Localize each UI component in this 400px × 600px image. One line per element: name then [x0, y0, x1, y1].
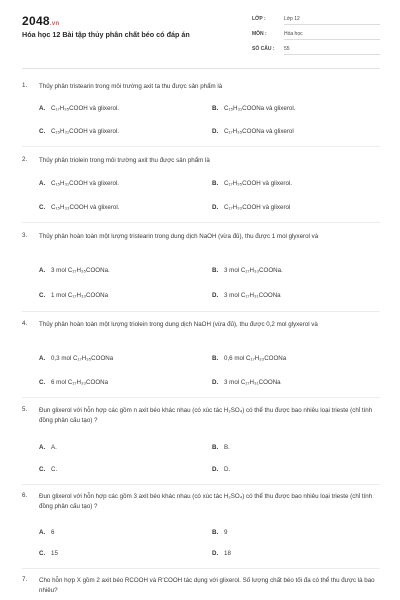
option-letter: A. [39, 267, 46, 274]
option-text: C₁₅H₃₁COONa và glixerol. [224, 105, 296, 112]
option-text: D. [224, 466, 231, 473]
option-letter: A. [39, 529, 46, 536]
site-logo[interactable] [22, 14, 59, 28]
option-text: 3 mol C₁₇H₃₁COONa [224, 292, 281, 299]
option-letter: D. [212, 204, 219, 211]
option-text: 18 [224, 550, 231, 557]
option-text: C₁₅H₃₃COOH và glixerol. [51, 204, 120, 211]
option-text: C. [51, 466, 58, 473]
option-text: 6 mol C₁₇H₃₃COONa [51, 379, 109, 386]
option-letter: B. [212, 355, 219, 362]
option-letter: C. [39, 466, 46, 473]
logo-suffix: .vn [49, 21, 60, 27]
question-stem: Thủy phân triolein trong môi trường axit thu được sản phẩm là [39, 157, 210, 164]
question-divider [22, 146, 380, 147]
option-letter: A. [39, 444, 46, 451]
question-stem: Thủy phân hoàn toàn một lượng tristearin trong dung dịch NaOH (vừa đủ), thu được 1 mol glyxerol và [39, 233, 319, 240]
option-letter: B. [212, 267, 219, 274]
question-stem: Thủy phân hoàn toàn một lượng triolein trong dung dịch NaOH (vừa đủ), thu được 0,2 mol glyxerol và [39, 321, 318, 328]
option-letter: B. [212, 529, 219, 536]
question-stem: Đun glixerol với hỗn hợp các gồm n axit béo khác nhau (có xúc tác H₂SO₄) có thể thu được bao nhiêu loại trieste (chỉ tính đồng phân cấu tạo) ? [39, 407, 373, 424]
option-letter: C. [39, 292, 46, 299]
meta-label: SỐ CÂU : [252, 46, 275, 52]
option-letter: C. [39, 379, 46, 386]
logo-text: 2048 [22, 14, 50, 28]
question-divider [22, 397, 380, 398]
question-stem: Thủy phân tristearin trong môi trường axit ta thu được sản phẩm là [39, 83, 223, 90]
question-divider [22, 484, 380, 485]
option-text: C₁₅H₃₁COOH và glixerol. [51, 128, 119, 135]
question-number: 6. [22, 492, 28, 499]
document-header [0, 0, 400, 70]
meta-value: 55 [284, 46, 380, 55]
question-divider [22, 568, 380, 569]
option-text: 0,6 mol C₁₇H₃₃COONa [224, 355, 287, 362]
option-letter: D. [212, 128, 219, 135]
option-text: C₁₇H₃₅COOH và glixerol. [224, 180, 293, 187]
option-letter: A. [39, 355, 46, 362]
question-stem: Cho hỗn hợp X gồm 2 axit béo RCOOH và R'COOH tác dụng với glixerol. Số lượng chất béo tối đa có thể thu được là bao nhiêu? [39, 577, 375, 594]
document-title: Hóa học 12 Bài tập thủy phân chất béo có đáp án [22, 30, 190, 39]
option-letter: D. [212, 379, 219, 386]
question-number: 1. [22, 82, 28, 89]
option-text: 1 mol C₁₇H₃₃COONa [51, 292, 109, 299]
question-number: 7. [22, 576, 28, 583]
option-text: 9 [224, 529, 228, 536]
option-letter: D. [212, 550, 219, 557]
question-stem: Đun glixerol với hỗn hợp các gồm 3 axit béo khác nhau (có xúc tác H₂SO₄) có thể thu được bao nhiêu loại trieste (chỉ tính đồng phân cấu tạo) ? [39, 493, 373, 510]
meta-value: Hóa học [284, 31, 380, 40]
question-number: 3. [22, 232, 28, 239]
option-text: 3 mol C₁₇H₃₁COONa [224, 379, 281, 386]
option-text: 3 mol C₁₇H₃₅COONa. [51, 267, 110, 274]
option-letter: B. [212, 444, 219, 451]
option-text: A. [51, 444, 57, 451]
question-number: 5. [22, 406, 28, 413]
option-text: 0,3 mol C₁₇H₃₅COONa [51, 355, 114, 362]
question-divider [22, 222, 380, 223]
option-text: C₁₇H₃₅COOH và glixerol. [51, 105, 120, 112]
header-divider [22, 68, 380, 69]
option-text: 3 mol C₁₇H₃₃COONa. [224, 267, 283, 274]
option-text: C₁₇H₃₅COONa và glixerol [224, 128, 294, 135]
meta-value: Lớp 12 [284, 16, 380, 25]
option-letter: A. [39, 180, 46, 187]
option-letter: C. [39, 550, 46, 557]
question-number: 4. [22, 320, 28, 327]
option-letter: B. [212, 180, 219, 187]
option-letter: A. [39, 105, 46, 112]
option-letter: D. [212, 292, 219, 299]
option-text: C₁₅H₃₁COOH và glixerol. [51, 180, 119, 187]
option-letter: B. [212, 105, 219, 112]
option-letter: D. [212, 466, 219, 473]
question-divider [22, 311, 380, 312]
meta-label: MÔN : [252, 31, 267, 37]
option-text: 6 [51, 529, 55, 536]
option-text: 15 [51, 550, 58, 557]
option-letter: C. [39, 128, 46, 135]
meta-label: LỚP : [252, 16, 266, 22]
option-text: C₁₇H₃₃COOH và glixerol [224, 204, 291, 211]
question-number: 2. [22, 156, 28, 163]
option-letter: C. [39, 204, 46, 211]
option-text: B. [224, 444, 230, 451]
